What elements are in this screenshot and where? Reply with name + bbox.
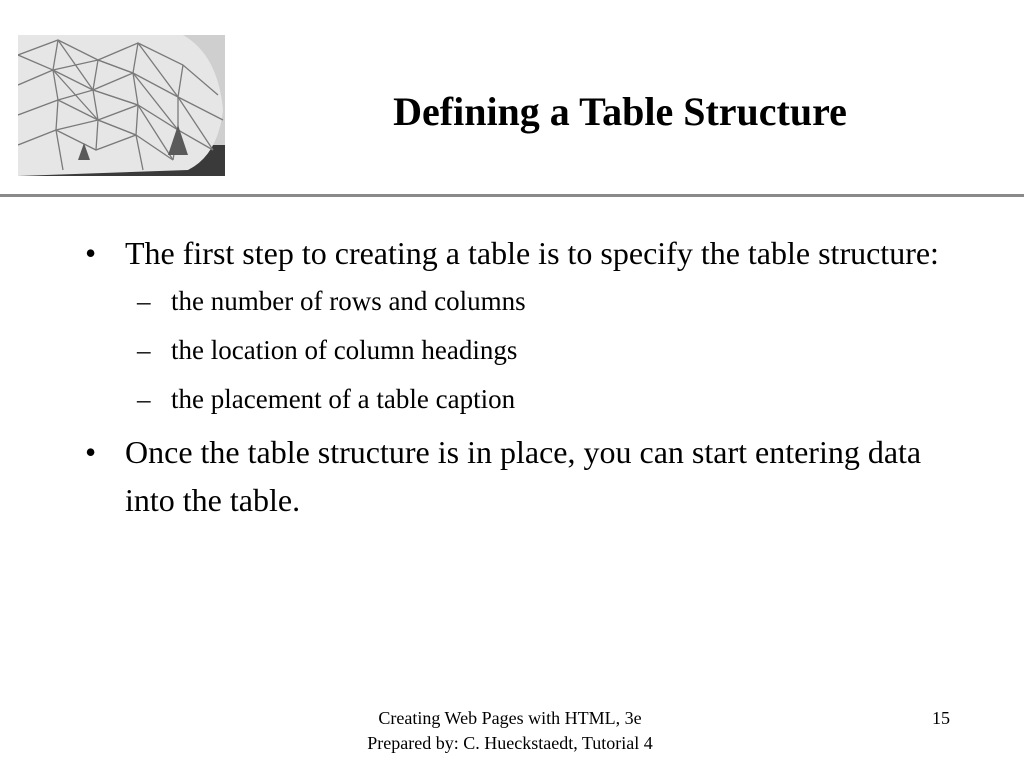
sub-bullet-item [85,326,945,375]
footer-line: Prepared by: C. Hueckstaedt, Tutorial 4 [367,733,653,753]
dash-icon: – [137,335,151,365]
bullet-text: The first step to creating a table is to specify the table structure: [125,235,939,271]
sub-bullet-text: the placement of a table caption [171,384,516,414]
bullet-icon: • [85,235,97,271]
sub-bullet-text: the number of rows and columns [171,286,526,316]
footer-line: Creating Web Pages with HTML, 3e [378,708,642,728]
sub-bullet-text: the location of column headings [171,335,518,365]
dash-icon: – [137,384,151,414]
title-divider [0,194,1024,197]
bullet-item [85,428,945,524]
slide-body [85,229,945,524]
bullet-item [85,229,945,277]
sub-bullet-item [85,375,945,424]
sub-bullet-item [85,277,945,326]
page-number: 15 [932,708,950,728]
bullet-text: Once the table structure is in place, you can start entering data into the table. [125,434,922,518]
footer-caption [300,706,720,756]
bullet-icon: • [85,434,97,470]
dash-icon: – [137,286,151,316]
slide-title: Defining a Table Structure [393,89,847,134]
geodesic-dish-logo [18,35,225,176]
